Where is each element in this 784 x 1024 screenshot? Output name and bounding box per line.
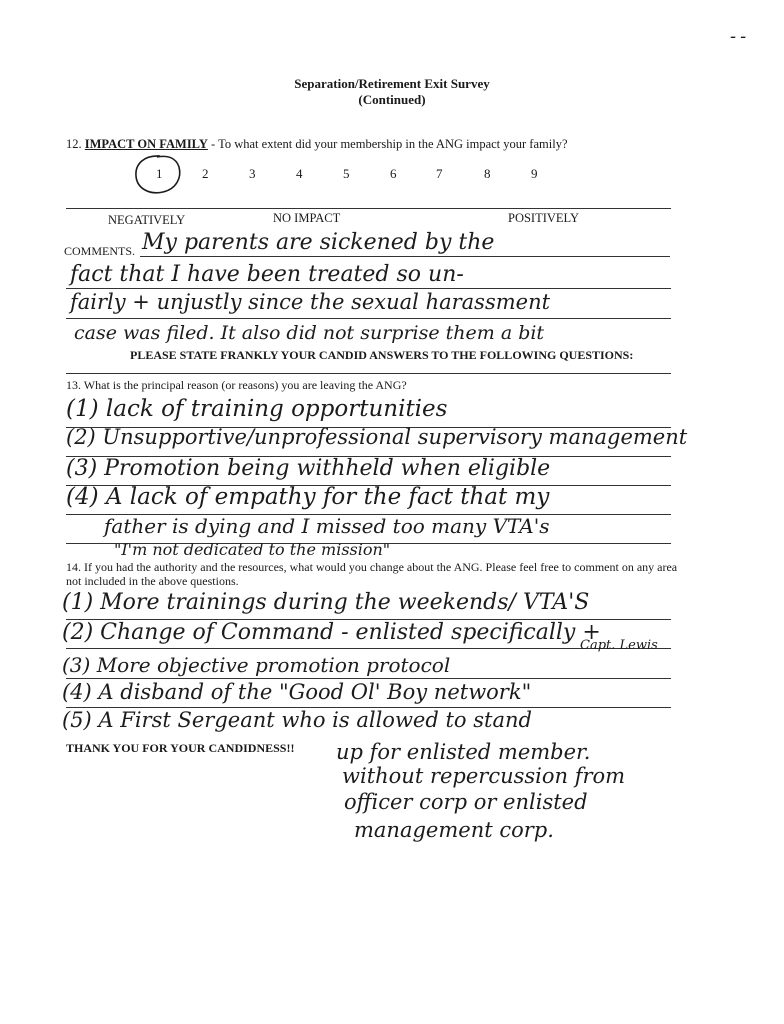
thank-you-note: THANK YOU FOR YOUR CANDIDNESS!!	[66, 741, 295, 755]
scale-option-6[interactable]: 6	[390, 166, 397, 181]
q13-answer-4: (4) A lack of empathy for the fact that my	[66, 484, 550, 510]
q14-answer-4: (4) A disband of the "Good Ol' Boy network"	[62, 680, 532, 704]
q13-number: 13.	[66, 378, 81, 392]
q13-answer-1: (1) lack of training opportunities	[66, 396, 448, 422]
q14-answer-1: (1) More trainings during the weekends/ VTA'S	[62, 590, 590, 615]
q14-answer-3: (3) More objective promotion protocol	[62, 653, 451, 677]
q14-question-line-2: not included in the above questions.	[66, 574, 239, 588]
scale-option-5[interactable]: 5	[343, 166, 350, 181]
q12-question-text: - To what extent did your membership in the ANG impact your family?	[207, 137, 568, 151]
q13-answer-6: "I'm not dedicated to the mission"	[114, 540, 391, 559]
comment-rule-1	[140, 256, 670, 257]
scale-option-2[interactable]: 2	[202, 166, 209, 181]
comment-line-2: fact that I have been treated so un-	[70, 262, 464, 287]
q14-answer-2: (2) Change of Command - enlisted specifically +	[62, 620, 601, 645]
comment-line-3: fairly + unjustly since the sexual harassment	[70, 290, 551, 314]
q12-scale-rule	[66, 208, 671, 209]
q14-continuation-4: management corp.	[354, 818, 554, 842]
q14-question-line-1	[66, 560, 677, 575]
q12-number: 12.	[66, 137, 82, 151]
page-title: Separation/Retirement Exit Survey	[294, 76, 490, 91]
selection-circle	[130, 152, 186, 198]
q13-answer-3: (3) Promotion being withheld when eligible	[66, 456, 551, 481]
page-subtitle: (Continued)	[358, 92, 426, 107]
scale-option-7[interactable]: 7	[436, 166, 443, 181]
anchor-negatively: NEGATIVELY	[108, 213, 186, 227]
q14-continuation-1: up for enlisted member.	[336, 740, 591, 764]
anchor-no-impact: NO IMPACT	[273, 211, 341, 225]
q13-answer-2: (2) Unsupportive/unprofessional supervisory management	[66, 425, 688, 449]
comment-rule-2	[66, 288, 671, 289]
instruction-rule	[66, 373, 671, 374]
q12-label: IMPACT ON FAMILY	[84, 137, 208, 151]
anchor-positively: POSITIVELY	[508, 211, 579, 225]
scale-option-9[interactable]: 9	[531, 166, 538, 181]
q14-continuation-3: officer corp or enlisted	[344, 790, 588, 814]
scale-option-1[interactable]: 1	[156, 166, 163, 181]
scale-option-4[interactable]: 4	[296, 166, 303, 181]
comments-label: COMMENTS.	[64, 244, 136, 258]
comment-rule-3	[66, 318, 671, 319]
q14-rule-3	[66, 678, 671, 679]
q13-answer-5: father is dying and I missed too many VTA's	[104, 514, 550, 538]
q14-continuation-2: without repercussion from	[342, 764, 626, 788]
q12-question	[66, 137, 568, 152]
q13-question-text: What is the principal reason (or reasons) you are leaving the ANG?	[83, 378, 407, 392]
q14-insert-note: Capt. Lewis	[580, 638, 658, 653]
q14-answer-5: (5) A First Sergeant who is allowed to stand	[62, 708, 532, 732]
comment-line-1: My parents are sickened by the	[142, 230, 495, 255]
corner-mark: --	[730, 26, 751, 47]
q13-question	[66, 378, 407, 393]
scale-option-3[interactable]: 3	[249, 166, 256, 181]
q14-number: 14.	[66, 560, 81, 574]
comment-line-4: case was filed. It also did not surprise them a bit	[74, 322, 545, 344]
q14-question-text: If you had the authority and the resources, what would you change about the ANG. Please feel free to comment on any area	[84, 560, 678, 574]
instruction: PLEASE STATE FRANKLY YOUR CANDID ANSWERS TO THE FOLLOWING QUESTIONS:	[130, 348, 634, 362]
scale-option-8[interactable]: 8	[484, 166, 491, 181]
